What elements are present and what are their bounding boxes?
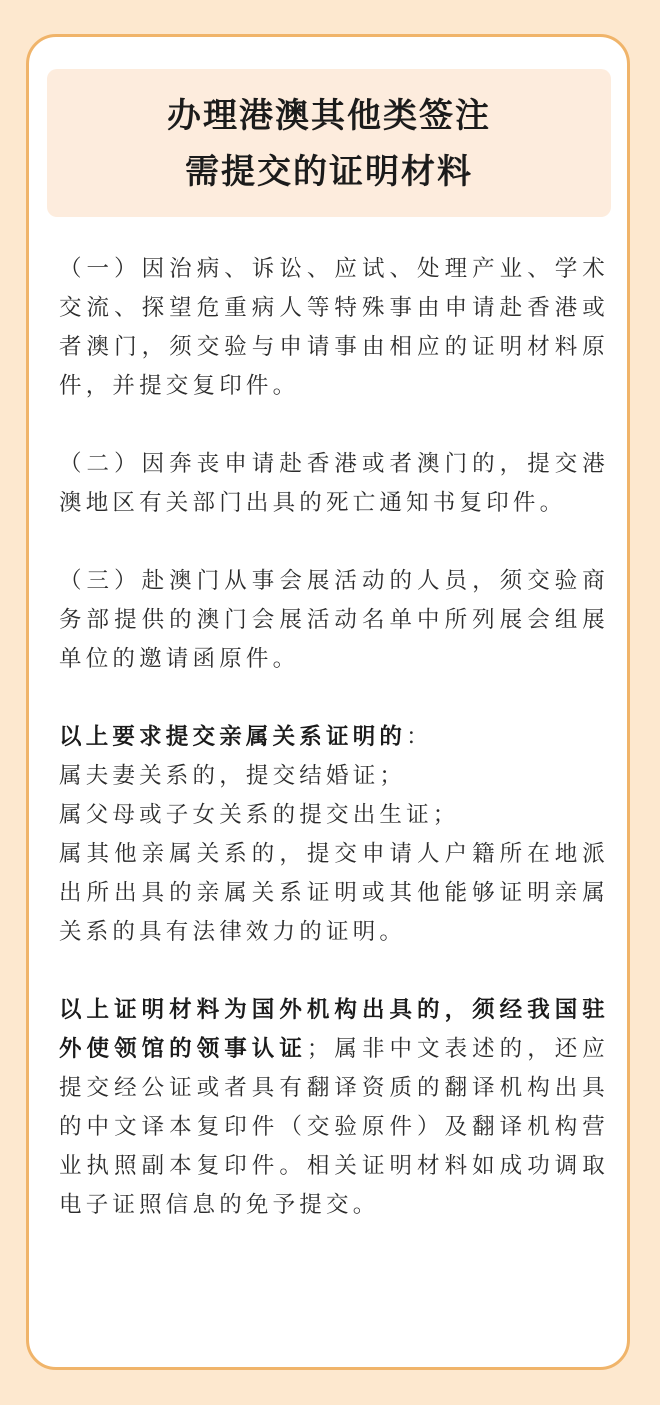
relatives-parent-child: 属父母或子女关系的提交出生证； [59,802,460,828]
page-title-line-1: 办理港澳其他类签注 [167,96,491,136]
relatives-spouse: 属夫妻关系的，提交结婚证； [59,763,407,789]
info-card [26,34,630,1370]
title-banner [47,69,611,217]
content-body [59,250,609,1225]
paragraph-foreign-documents [59,991,609,1225]
paragraph-exhibition: （三）赴澳门从事会展活动的人员，须交验商务部提供的澳门会展活动名单中所列展会组展单位的邀请函原件。 [59,568,609,672]
relatives-heading-row [59,718,609,757]
paragraph-medical-legal: （一）因治病、诉讼、应试、处理产业、学术交流、探望危重病人等特殊事由申请赴香港或者澳门，须交验与申请事由相应的证明材料原件，并提交复印件。 [59,256,609,399]
paragraph-funeral: （二）因奔丧申请赴香港或者澳门的，提交港澳地区有关部门出具的死亡通知书复印件。 [59,451,609,516]
foreign-documents-bold: 以上证明材料为国外机构出具的，须经我国驻外使领馆的领事认证 [59,997,609,1062]
page-title-line-2: 需提交的证明材料 [185,152,473,192]
relatives-heading: 以上要求提交亲属关系证明的 [59,724,407,750]
foreign-documents-rest: ；属非中文表述的，还应提交经公证或者具有翻译资质的翻译机构出具的中文译本复印件（交验原件）及翻译机构营业执照副本复印件。相关证明材料如成功调取电子证照信息的免予提交。 [59,1036,609,1218]
relatives-heading-colon: ： [406,724,433,750]
relatives-section [59,718,609,952]
relatives-other: 属其他亲属关系的，提交申请人户籍所在地派出所出具的亲属关系证明或其他能够证明亲属关系的具有法律效力的证明。 [59,841,609,945]
